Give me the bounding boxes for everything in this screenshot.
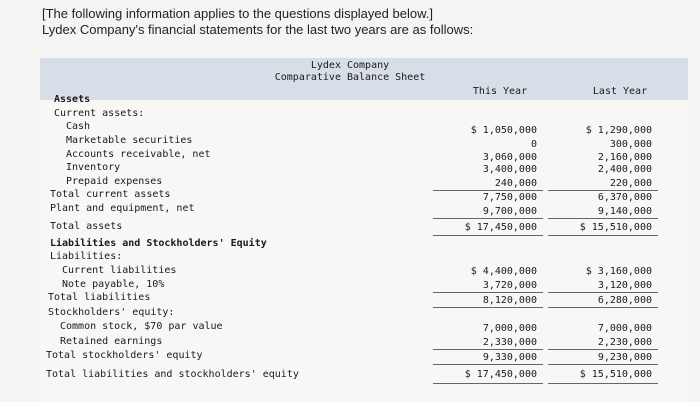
last-year-value: $ 3,160,000 — [585, 266, 652, 277]
subtotal-rule — [433, 218, 543, 219]
total-rule — [433, 235, 543, 236]
last-year-value: 220,000 — [609, 178, 652, 189]
subtotal-rule — [433, 307, 543, 308]
subtotal-rule — [433, 292, 543, 293]
last-year-value: 2,160,000 — [597, 152, 652, 163]
this-year-value: $ 17,450,000 — [464, 369, 537, 380]
last-year-value: 6,370,000 — [597, 192, 652, 203]
last-year-value: 9,140,000 — [597, 206, 652, 217]
this-year-value: 3,400,000 — [482, 164, 537, 175]
row-label: Assets — [54, 94, 91, 105]
last-year-value: 2,400,000 — [597, 164, 652, 175]
this-year-value: 3,060,000 — [482, 152, 537, 163]
balance-sheet — [40, 58, 688, 402]
subtotal-rule — [433, 364, 543, 365]
company-name: Lydex Company — [310, 60, 390, 71]
this-year-value: 240,000 — [494, 178, 537, 189]
total-rule — [433, 383, 543, 384]
this-year-value: 7,000,000 — [482, 323, 537, 334]
row-label: Note payable, 10% — [62, 279, 165, 290]
row-label: Total stockholders' equity — [46, 350, 203, 361]
row-label: Total current assets — [50, 189, 171, 200]
total-rule — [548, 235, 658, 236]
subtotal-rule — [548, 190, 658, 191]
this-year-value: $ 4,400,000 — [470, 266, 537, 277]
last-year-value: $ 15,510,000 — [579, 222, 652, 233]
intro-description: Lydex Company's financial statements for the last two years are as follows: — [42, 22, 474, 37]
last-year-value: 6,280,000 — [597, 295, 652, 306]
row-label: Retained earnings — [60, 336, 163, 347]
intro-note: [The following information applies to the questions displayed below.] — [42, 6, 433, 21]
row-label: Prepaid expenses — [66, 176, 163, 187]
sheet-title: Comparative Balance Sheet — [274, 72, 426, 83]
row-label: Liabilities: — [50, 251, 123, 262]
last-year-value: 7,000,000 — [597, 323, 652, 334]
this-year-value: 2,330,000 — [482, 337, 537, 348]
last-year-value: 9,230,000 — [597, 352, 652, 363]
row-label: Current liabilities — [62, 265, 177, 276]
this-year-value: 9,330,000 — [482, 352, 537, 363]
sheet-heading — [240, 60, 460, 84]
total-rule — [548, 383, 658, 384]
subtotal-rule — [548, 364, 658, 365]
row-label: Stockholders' equity: — [48, 307, 175, 318]
row-label: Cash — [66, 121, 91, 132]
intro-text — [42, 6, 473, 38]
subtotal-rule — [548, 218, 658, 219]
this-year-value: 8,120,000 — [482, 295, 537, 306]
this-year-value: 0 — [530, 139, 537, 150]
row-label: Total assets — [50, 221, 123, 232]
column-last-year: Last Year — [592, 86, 648, 97]
subtotal-rule — [433, 349, 543, 350]
row-label: Total liabilities and stockholders' equity — [46, 369, 299, 380]
row-label: Liabilities and Stockholders' Equity — [50, 238, 267, 249]
last-year-value: 2,230,000 — [597, 337, 652, 348]
subtotal-rule — [548, 349, 658, 350]
row-label: Common stock, $70 par value — [60, 321, 223, 332]
last-year-value: 3,120,000 — [597, 280, 652, 291]
this-year-value: $ 1,050,000 — [470, 125, 537, 136]
subtotal-rule — [433, 190, 543, 191]
row-label: Marketable securities — [66, 135, 193, 146]
column-this-year: This Year — [472, 86, 528, 97]
subtotal-rule — [548, 307, 658, 308]
this-year-value: 9,700,000 — [482, 206, 537, 217]
last-year-value: $ 15,510,000 — [579, 369, 652, 380]
this-year-value: $ 17,450,000 — [464, 222, 537, 233]
row-label: Accounts receivable, net — [66, 149, 211, 160]
row-label: Inventory — [66, 162, 121, 173]
last-year-value: $ 1,290,000 — [585, 125, 652, 136]
subtotal-rule — [548, 292, 658, 293]
last-year-value: 300,000 — [609, 139, 652, 150]
this-year-value: 3,720,000 — [482, 280, 537, 291]
row-label: Current assets: — [54, 108, 145, 119]
row-label: Total liabilities — [48, 292, 151, 303]
this-year-value: 7,750,000 — [482, 192, 537, 203]
row-label: Plant and equipment, net — [50, 203, 195, 214]
